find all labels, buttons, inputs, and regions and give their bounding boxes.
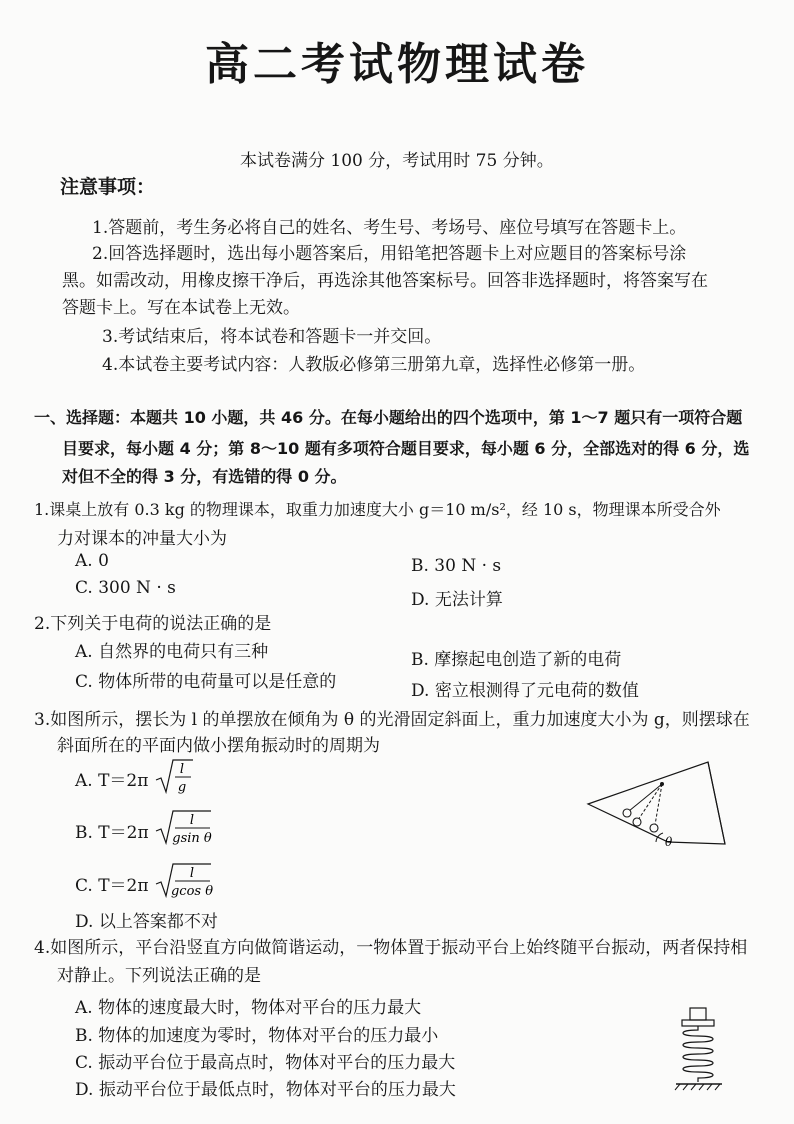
theta-label: θ [665, 835, 673, 849]
q4-option-b: B. 物体的加速度为零时，物体对平台的压力最小 [75, 1026, 439, 1046]
pendulum-string-dashed [638, 784, 662, 820]
pendulum-bob [650, 824, 658, 832]
exam-info: 本试卷满分 100 分，考试用时 75 分钟。 [240, 151, 554, 171]
q2-option-b: B. 摩擦起电创造了新的电荷 [411, 650, 622, 670]
radicand-numerator: l [179, 762, 185, 777]
q1-option-c: C. 300 N · s [75, 578, 176, 598]
section-1-line-2: 目要求，每小题 4 分；第 8～10 题有多项符合题目要求，每小题 6 分，全部选对的得 6 分，选 [62, 439, 750, 458]
object-block [690, 1008, 706, 1020]
notice-line-4: 答题卡上。写在本试卷上无效。 [62, 298, 300, 318]
q3-stem-line-1: 3.如图所示，摆长为 l 的单摆放在倾角为 θ 的光滑固定斜面上，重力加速度大小为 g，则摆球在 [34, 710, 750, 730]
radicand-numerator: l [189, 813, 195, 828]
q3-radical-a [155, 756, 195, 796]
q3-option-d: D. 以上答案都不对 [75, 912, 218, 932]
pendulum-incline-figure [580, 756, 730, 854]
q1-option-b: B. 30 N · s [411, 556, 502, 576]
notice-line-2: 2.回答选择题时，选出每小题答案后，用铅笔把答题卡上对应题目的答案标号涂 [92, 244, 687, 264]
notice-line-5: 3.考试结束后，将本试卷和答题卡一并交回。 [102, 327, 442, 347]
q4-option-c: C. 振动平台位于最高点时，物体对平台的压力最大 [75, 1053, 456, 1073]
q3-option-a: A. T＝2π [75, 771, 149, 791]
q4-stem-line-2: 对静止。下列说法正确的是 [57, 966, 261, 986]
q3-option-b: B. T＝2π [75, 823, 149, 843]
q1-stem-line-2: 力对课本的冲量大小为 [57, 529, 227, 549]
q3-option-c: C. T＝2π [75, 876, 149, 896]
spring-icon [683, 1026, 713, 1082]
vibrating-platform [682, 1020, 714, 1026]
notice-line-1: 1.答题前，考生务必将自己的姓名、考生号、考场号、座位号填写在答题卡上。 [92, 218, 687, 238]
q2-option-d: D. 密立根测得了元电荷的数值 [411, 681, 639, 701]
notice-line-6: 4.本试卷主要考试内容：人教版必修第三册第九章，选择性必修第一册。 [102, 355, 646, 375]
q3-stem-line-2: 斜面所在的平面内做小摆角振动时的周期为 [57, 736, 380, 756]
page-title: 高二考试物理试卷 [205, 39, 589, 90]
q2-option-c: C. 物体所带的电荷量可以是任意的 [75, 672, 337, 692]
notice-line-3: 黑。如需改动，用橡皮擦干净后，再选涂其他答案标号。回答非选择题时，将答案写在 [62, 271, 708, 291]
q4-option-d: D. 振动平台位于最低点时，物体对平台的压力最大 [75, 1080, 456, 1100]
section-1-line-1: 一、选择题：本题共 10 小题，共 46 分。在每小题给出的四个选项中，第 1～7 题只有一项符合题 [34, 408, 743, 427]
q3-radical-b [155, 807, 213, 847]
spring-platform-figure [670, 1000, 730, 1095]
q2-option-a: A. 自然界的电荷只有三种 [75, 642, 269, 662]
q4-option-a: A. 物体的速度最大时，物体对平台的压力最大 [75, 998, 422, 1018]
radicand-numerator: l [189, 866, 195, 881]
incline-edge [708, 762, 725, 844]
radicand-denominator: gcos θ [170, 884, 213, 899]
radicand-denominator: g [177, 780, 187, 795]
q3-radical-c [155, 860, 213, 900]
q1-option-d: D. 无法计算 [411, 590, 503, 610]
q1-stem-line-1: 1.课桌上放有 0.3 kg 的物理课本，取重力加速度大小 g＝10 m/s²，经 10 s，物理课本所受合外 [34, 500, 721, 519]
q1-option-a: A. 0 [75, 551, 109, 571]
pendulum-bob [623, 809, 631, 817]
notice-heading: 注意事项： [60, 176, 156, 198]
ground-hatching [675, 1084, 720, 1090]
radical-sign-icon [156, 760, 193, 792]
q2-stem: 2.下列关于电荷的说法正确的是 [34, 614, 272, 634]
q4-stem-line-1: 4.如图所示，平台沿竖直方向做简谐运动，一物体置于振动平台上始终随平台振动，两者保持相 [34, 938, 748, 958]
pendulum-bob [633, 818, 641, 826]
section-1-line-3: 对但不全的得 3 分，有选错的得 0 分。 [62, 467, 347, 486]
radicand-denominator: gsin θ [172, 831, 212, 846]
